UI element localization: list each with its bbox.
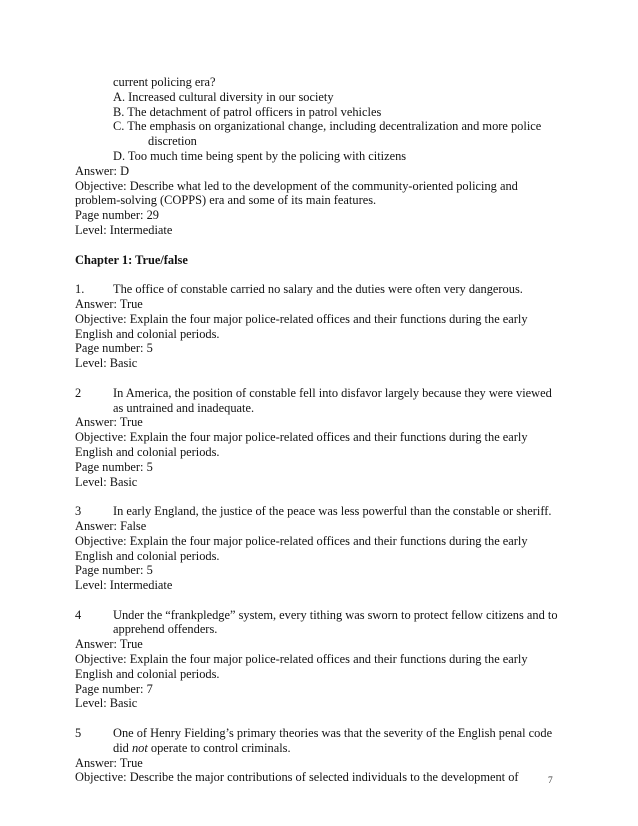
page-number: Page number: 29 xyxy=(75,208,159,223)
section-heading: Chapter 1: True/false xyxy=(75,252,188,267)
answer: Answer: True xyxy=(75,755,143,770)
objective-line-2: problem-solving (COPPS) era and some of its main features. xyxy=(75,193,377,208)
question-number: 4 xyxy=(75,607,82,622)
objective-line-1: Objective: Explain the four major police-related offices and their functions during the early xyxy=(75,533,528,548)
objective-line-2: English and colonial periods. xyxy=(75,326,220,341)
objective-line-1: Objective: Explain the four major police-related offices and their functions during the early xyxy=(75,652,528,667)
objective-line-2: English and colonial periods. xyxy=(75,548,220,563)
question-text: Under the “frankpledge” system, every tithing was sworn to protect fellow citizens and to xyxy=(113,607,558,622)
page-number: Page number: 7 xyxy=(75,681,153,696)
option-c: C. The emphasis on organizational change, including decentralization and more police xyxy=(113,119,542,134)
answer: Answer: D xyxy=(75,163,130,178)
question-text: In early England, the justice of the peace was less powerful than the constable or sheriff. xyxy=(113,504,552,519)
answer: Answer: False xyxy=(75,518,147,533)
objective-line-1: Objective: Describe the major contributions of selected individuals to the development of xyxy=(75,770,519,785)
footer-page-number: 7 xyxy=(548,776,553,786)
answer: Answer: True xyxy=(75,415,143,430)
question-text: The office of constable carried no salary and the duties were often very dangerous. xyxy=(113,282,523,297)
question-stem-tail: current policing era? xyxy=(113,75,216,89)
question-2 xyxy=(75,386,565,490)
question-stem xyxy=(75,282,565,297)
objective-line-1: Objective: Describe what led to the development of the community-oriented policing and xyxy=(75,178,518,193)
answer: Answer: True xyxy=(75,296,143,311)
prior-question xyxy=(75,75,565,238)
objective-line-2: English and colonial periods. xyxy=(75,444,220,459)
question-stem xyxy=(75,608,565,623)
option-d: D. Too much time being spent by the policing with citizens xyxy=(113,148,407,163)
option-a: A. Increased cultural diversity in our society xyxy=(113,89,334,104)
question-text: One of Henry Fielding’s primary theories was that the severity of the English penal code xyxy=(113,726,553,741)
text-before-emphasis: did xyxy=(113,740,132,755)
option-c-continuation: discretion xyxy=(148,134,197,149)
question-stem xyxy=(75,386,565,401)
level: Level: Intermediate xyxy=(75,578,173,593)
page-number: Page number: 5 xyxy=(75,563,153,578)
level: Level: Intermediate xyxy=(75,222,173,237)
option-b: B. The detachment of patrol officers in patrol vehicles xyxy=(113,104,382,119)
question-stem xyxy=(75,504,565,519)
page-content xyxy=(75,75,565,785)
question-3 xyxy=(75,504,565,593)
question-4 xyxy=(75,608,565,712)
question-text-continuation xyxy=(75,741,565,756)
page-number: Page number: 5 xyxy=(75,341,153,356)
question-number: 5 xyxy=(75,726,82,741)
question-text: In America, the position of constable fell into disfavor largely because they were viewed xyxy=(113,385,552,400)
question-5 xyxy=(75,726,565,785)
objective-line-1: Objective: Explain the four major police-related offices and their functions during the early xyxy=(75,311,528,326)
answer: Answer: True xyxy=(75,637,143,652)
page-number: Page number: 5 xyxy=(75,459,153,474)
question-1 xyxy=(75,282,565,371)
question-stem xyxy=(75,726,565,741)
level: Level: Basic xyxy=(75,474,138,489)
objective-line-2: English and colonial periods. xyxy=(75,666,220,681)
level: Level: Basic xyxy=(75,356,138,371)
question-number: 2 xyxy=(75,385,82,400)
question-number: 1. xyxy=(75,282,85,297)
question-number: 3 xyxy=(75,504,82,519)
question-text-continuation: as untrained and inadequate. xyxy=(113,400,255,415)
question-text-continuation: apprehend offenders. xyxy=(113,622,218,637)
level: Level: Basic xyxy=(75,696,138,711)
text-after-emphasis: operate to control criminals. xyxy=(147,740,291,755)
emphasized-word: not xyxy=(131,740,148,755)
objective-line-1: Objective: Explain the four major police-related offices and their functions during the early xyxy=(75,430,528,445)
